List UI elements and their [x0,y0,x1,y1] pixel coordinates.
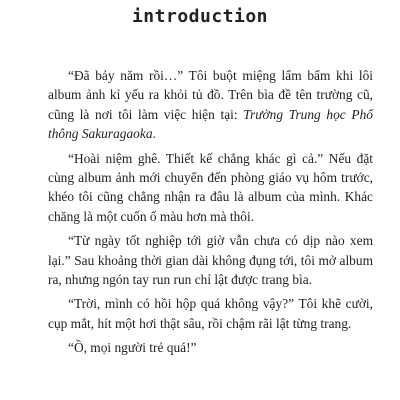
paragraph-1-text: “Đã bảy năm rồi…” Tôi buột miệng lẩm bẩm khi lôi album ảnh kỉ yếu ra khỏi tủ đồ. Trên bìa đề tên trường cũ, cũng là nơi tôi làm việc hiện tại: [48,68,373,122]
paragraph-1 [48,66,373,144]
paragraph-5: “Ồ, mọi người trẻ quá!” [68,340,197,356]
paragraph-4: “Trời, mình có hồi hộp quá không vậy?” Tôi khẽ cười, cụp mắt, hít một hơi thật sâu, rồi chậm rãi lật từng trang. [48,296,373,331]
paragraph-3: “Từ ngày tốt nghiệp tới giờ vẫn chưa có dịp nào xem lại.” Sau khoảng thời gian dài không đụng tới, tôi mở album ra, nhưng ngón tay run run chỉ lật được trang bìa. [48,233,373,288]
school-name-italic: Trường Trung học Phổ thông Sakuragaoka [48,106,373,142]
body-text [48,66,373,363]
paragraph-1-tail: . [152,126,156,142]
chapter-title: introduction [131,6,269,27]
paragraph-2: “Hoài niệm ghê. Thiết kế chẳng khác gì cả.” Nếu đặt cùng album ảnh mới chuyển đến phòng giáo vụ hôm trước, khéo tôi cũng chẳng nhận ra đâu là album của mình. Khác chăng là một cuốn ố màu hơn mà thôi. [48,150,373,224]
